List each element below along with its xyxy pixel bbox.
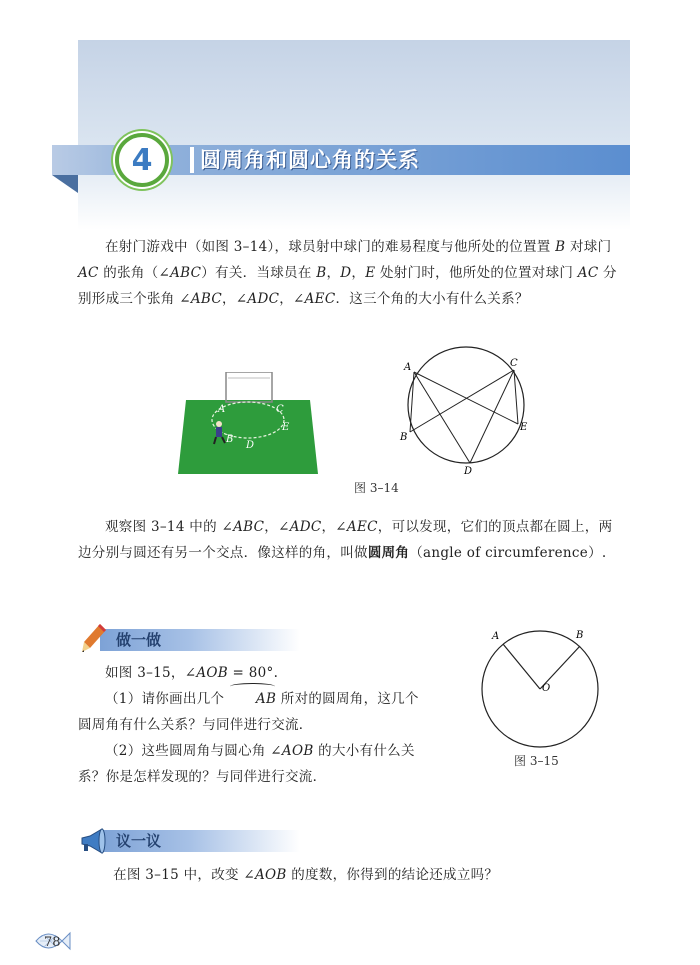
arc-label: AB — [255, 691, 277, 707]
field-label-c: C — [276, 404, 284, 415]
label-b: B — [576, 630, 584, 641]
section-number-badge — [115, 133, 169, 187]
intro-text: ， — [351, 265, 366, 281]
intro-var: B — [555, 239, 566, 255]
label-a: A — [492, 631, 500, 642]
intro-text: 对球门 — [565, 239, 612, 255]
observe-text: （angle of circumference）. — [409, 545, 607, 561]
intro-var: D — [340, 265, 352, 281]
observe-var: ABC — [233, 519, 265, 535]
arc-ab — [229, 686, 276, 712]
field-label-d: D — [246, 440, 255, 451]
term-inscribed-angle: 圆周角 — [367, 545, 410, 561]
intro-text: 在射门游戏中（如图 3–14），球员射中球门的难易程度与他所处的位置 — [105, 239, 537, 255]
intro-var: B — [316, 265, 327, 281]
circle-angle-diagram — [396, 344, 536, 474]
circle-label-e: E — [520, 422, 528, 433]
intro-var: AC — [577, 265, 599, 281]
intro-text: ．这三个角的大小有什么关系？ — [335, 291, 529, 307]
circle-label-d: D — [464, 466, 473, 474]
question-2-var: AOB — [281, 743, 314, 759]
header-band — [78, 40, 630, 230]
circle-label-a: A — [404, 362, 412, 373]
page-number: 78 — [44, 935, 61, 950]
intro-var: ADC — [247, 291, 280, 307]
try-it-var: AOB — [196, 665, 228, 681]
try-it-label: 做一做 — [116, 631, 162, 649]
observe-text: 观察图 3–14 中的 ∠ — [105, 519, 234, 535]
intro-text: ）有关．当球员在 — [201, 265, 317, 281]
intro-paragraph: 在射门游戏中（如图 3–14），球员射中球门的难易程度与他所处的位置置 B 对球门 AC 的张角（∠ABC）有关．当球员在 B，D，E 处射门时，他所处的位置对球门 AC 分别形成三个张角 ∠ABC，∠ADC，∠AEC．这三个角的大小有什么关系？ — [78, 239, 617, 307]
section-title-box — [190, 147, 420, 173]
observe-var: AEC — [346, 519, 378, 535]
question-1-text: （1）请你画出几个 — [105, 691, 229, 707]
discuss-text: 的度数，你得到的结论还成立吗？ — [286, 867, 499, 883]
arc-mark — [230, 683, 275, 690]
central-angle-diagram — [476, 625, 604, 751]
discuss-text: 在图 3–15 中，改变 ∠ — [113, 867, 255, 883]
pencil-icon — [80, 622, 108, 654]
intro-var: AEC — [304, 291, 336, 307]
field-label-a: A — [218, 404, 226, 415]
try-it-content — [78, 660, 428, 790]
megaphone-icon — [78, 826, 108, 856]
title-bar-fold — [52, 175, 78, 193]
label-o: O — [542, 683, 551, 694]
try-it-text: = 80°. — [227, 665, 279, 681]
observe-text: ，∠ — [321, 519, 347, 535]
intro-var: ABC — [170, 265, 202, 281]
intro-text: 分别形成三个张角 ∠ — [78, 265, 617, 307]
soccer-field-illustration — [178, 372, 318, 474]
circle-label-c: C — [510, 358, 518, 369]
observe-text: ，可以发现，它们的顶点都在圆上，两边分别与圆还有另一个交点．像这样的角，叫做 — [78, 519, 613, 561]
question-2-text: （2）这些圆周角与圆心角 ∠ — [105, 743, 282, 759]
question-1-text: 所对的圆周角，这几个圆周角有什么关系？与同伴进行交流． — [78, 691, 419, 733]
figure-3-15-caption: 图 3–15 — [514, 754, 559, 768]
observe-paragraph — [78, 514, 626, 566]
intro-text: 的张角（∠ — [98, 265, 171, 281]
field-label-e: E — [282, 422, 290, 433]
observe-text: ，∠ — [264, 519, 290, 535]
field-label-b: B — [226, 434, 234, 445]
question-2-text: 的大小有什么关系？你是怎样发现的？与同伴进行交流． — [78, 743, 415, 785]
intro-var: E — [365, 265, 376, 281]
observe-var: ADC — [289, 519, 322, 535]
intro-text: ， — [326, 265, 341, 281]
figure-3-14-caption: 图 3–14 — [354, 481, 399, 495]
discuss-var: AOB — [255, 867, 287, 883]
intro-var: AC — [78, 265, 99, 281]
circle-label-b: B — [400, 432, 408, 443]
section-title: 圆周角和圆心角的关系 — [200, 148, 420, 172]
discuss-label: 议一议 — [116, 832, 162, 850]
try-it-text: 如图 3–15，∠ — [105, 665, 197, 681]
discuss-content — [78, 862, 626, 888]
section-number: 4 — [131, 142, 153, 178]
intro-var: ABC — [190, 291, 222, 307]
intro-text: ，∠ — [221, 291, 248, 307]
intro-text: ，∠ — [279, 291, 305, 307]
intro-text: 处射门时，他所处的位置对球门 — [375, 265, 578, 281]
